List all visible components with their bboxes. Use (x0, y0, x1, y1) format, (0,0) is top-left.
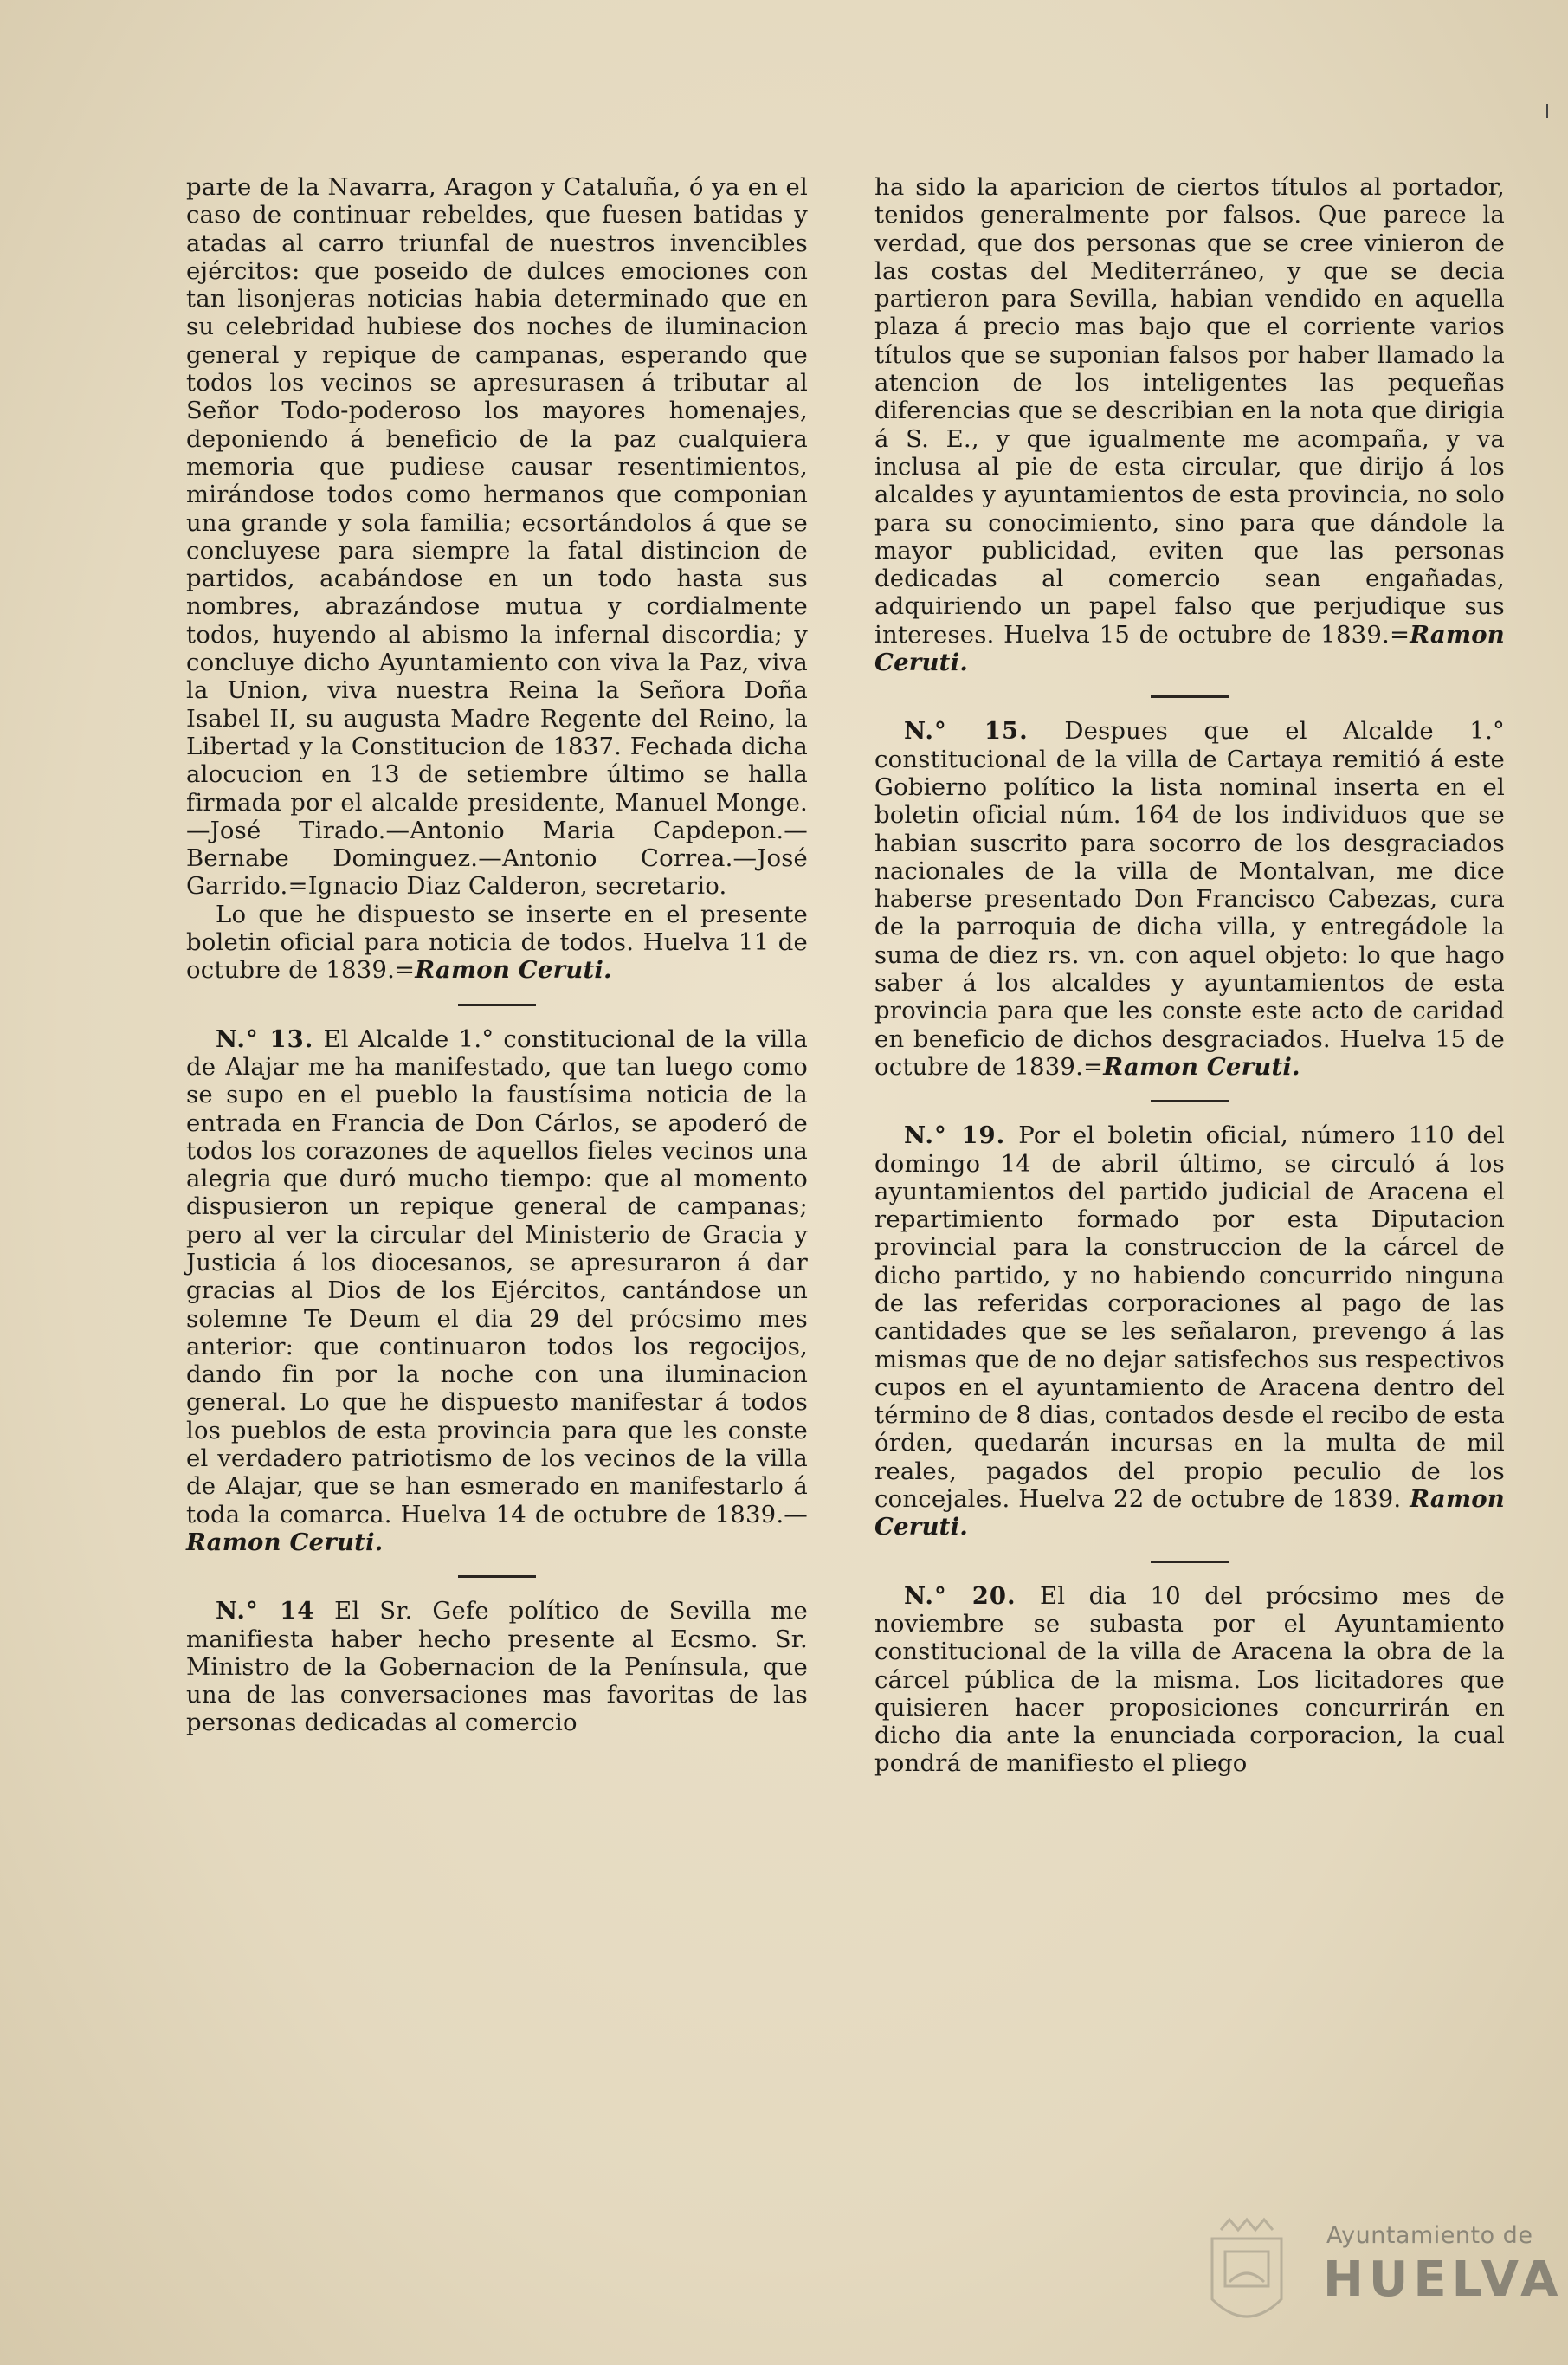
article-text: Despues que el Alcalde 1.° constitucional de la villa de Cartaya remitió á este Gobierno político la lista nominal inserta en el boletin oficial núm. 164 de los individuos que se habian suscrito para socorro de los desgraciados nacionales de la villa de Montalvan, me dice haberse presentado Don Francisco Cabezas, cura de la parroquia de dicha villa, y entregádole la suma de diez rs. vn. con aquel objeto: lo que hago saber á los alcaldes y ayuntamientos de esta provincia para que les conste este acto de caridad en beneficio de dichos desgraciados. Huelva 15 de octubre de 1839.= (874, 717, 1505, 1081)
article-text: Por el boletin oficial, número 110 del domingo 14 de abril último, se circuló á los ayuntamientos del partido judicial de Aracena el repartimiento formado por esta Diputacion provincial para la construccion de la cárcel de dicho partido, y no habiendo concurrido ninguna de las referidas corporaciones al pago de las cantidades que se les señalaron, prevengo á las mismas que de no dejar satisfechos sus respectivos cupos en el ayuntamiento de Aracena dentro del término de 8 dias, contados desde el recibo de esta órden, quedarán incursas en la multa de mil reales, pagados del propio peculio de los concejales. Huelva 22 de octubre de 1839. (874, 1121, 1505, 1514)
article-n15 (874, 717, 1505, 1081)
signature-ramon-ceruti: Ramon Ceruti. (415, 956, 612, 985)
watermark-line2: HUELVA (1323, 2252, 1564, 2308)
section-divider (458, 1004, 536, 1006)
article-text: El Alcalde 1.° constitucional de la villa de Alajar me ha manifestado, que tan luego como se supo en el pueblo la faustísima noticia de la entrada en Francia de Don Cárlos, se apoderó de todos los corazones de aquellos fieles vecinos una alegria que duró mucho tiempo: que al momento dispusieron un repique general de campanas; pero al ver la circular del Ministerio de Gracia y Justicia á los diocesanos, se apresuraron á dar gracias al Dios de los Ejércitos, cantándose un solemne Te Deum el dia 29 del prócsimo mes anterior: que continuaron todos los regocijos, dando fin por la noche con una iluminacion general. Lo que he dispuesto manifestar á todos los pueblos de esta provincia para que les conste el verdadero patriotismo de los vecinos de la villa de Alajar, que se han esmerado en manifestarlo á toda la comarca. Huelva 14 de octubre de 1839.— (186, 1024, 808, 1528)
article-number: N.° 20. (904, 1581, 1016, 1610)
section-divider (458, 1575, 536, 1578)
section-divider (1151, 1100, 1229, 1102)
left-paragraph-continuation: parte de la Navarra, Aragon y Cataluña, ó ya en el caso de continuar rebeldes, que fuesen batidas y atadas al carro triunfal de nuestros invencibles ejércitos: que poseido de dulces emociones con tan lisonjeras noticias habia determinado que en su celebridad hubiese dos noches de iluminacion general y repique de campanas, esperando que todos los vecinos se apresurasen á tributar al Señor Todo-poderoso los mayores homenajes, deponiendo á beneficio de la paz cualquiera memoria que pudiese causar resentimientos, mirándose todos como hermanos que componian una grande y sola familia; ecsortándolos á que se concluyese para siempre la fatal distincion de partidos, acabándose en un todo hasta sus nombres, abrazándose mutua y cordialmente todos, huyendo al abismo la infernal discordia; y concluye dicho Ayuntamiento con viva la Paz, viva la Union, viva nuestra Reina la Señora Doña Isabel II, su augusta Madre Regente del Reino, la Libertad y la Constitucion de 1837. Fechada dicha alocucion en 13 de setiembre último se halla firmada por el alcalde presidente, Manuel Monge.—José Tirado.—Antonio Maria Capdepon.—Bernabe Dominguez.—Antonio Correa.—José Garrido.=Ignacio Diaz Calderon, secretario. (186, 173, 808, 901)
article-n13 (186, 1025, 808, 1557)
watermark-line1: Ayuntamiento de (1326, 2222, 1533, 2249)
section-divider (1151, 695, 1229, 698)
section-divider (1151, 1561, 1229, 1563)
left-publication-note-text: Lo que he dispuesto se inserte en el presente boletin oficial para noticia de todos. Huelva 11 de octubre de 1839.= (186, 900, 808, 985)
article-text: ha sido la aparicion de ciertos títulos al portador, tenidos generalmente por falsos. Que parece la verdad, que dos personas que se cree vinieron de las costas del Mediterráneo, y que se decia partieron para Sevilla, habian vendido en aquella plaza á precio mas bajo que el corriente varios títulos que se suponian falsos por haber llamado la atencion de los inteligentes las pequeñas diferencias que se describian en la nota que dirigia á S. E., y que igualmente me acompaña, y va inclusa al pie de esta circular, que dirijo á los alcaldes y ayuntamientos de esta provincia, no solo para su conocimiento, sino para que dándole la mayor publicidad, eviten que las personas dedicadas al comercio sean engañadas, adquiriendo un papel falso que perjudique sus intereses. Huelva 15 de octubre de 1839.= (874, 173, 1505, 649)
signature-ramon-ceruti: Ramon Ceruti. (874, 620, 1505, 677)
article-n19 (874, 1121, 1505, 1541)
right-column (874, 173, 1505, 1778)
article-number: N.° 13. (216, 1024, 314, 1053)
page-edge-mark (1546, 104, 1548, 118)
left-publication-note (186, 901, 808, 985)
article-number: N.° 15. (904, 717, 1029, 746)
article-number: N.° 19. (904, 1121, 1006, 1150)
signature-ramon-ceruti: Ramon Ceruti. (1103, 1052, 1300, 1081)
article-n14 (186, 1597, 808, 1736)
signature-ramon-ceruti: Ramon Ceruti. (186, 1528, 384, 1556)
right-paragraph-continuation (874, 173, 1505, 676)
article-n20 (874, 1582, 1505, 1778)
article-text: El Sr. Gefe político de Sevilla me manifiesta haber hecho presente al Ecsmo. Sr. Ministro de la Gobernacion de la Península, que una de las conversaciones mas favoritas de las personas dedicadas al comercio (186, 1597, 808, 1737)
left-column (186, 173, 808, 1737)
signature-ramon-ceruti: Ramon Ceruti. (874, 1485, 1505, 1541)
article-number: N.° 14 (216, 1597, 315, 1625)
article-text: El dia 10 del prócsimo mes de noviembre se subasta por el Ayuntamiento constitucional de la villa de Aracena la obra de la cárcel pública de la misma. Los licitadores que quisieren hacer proposiciones concurrirán en dicho dia ante la enunciada corporacion, la cual pondrá de manifiesto el pliego (874, 1581, 1505, 1778)
